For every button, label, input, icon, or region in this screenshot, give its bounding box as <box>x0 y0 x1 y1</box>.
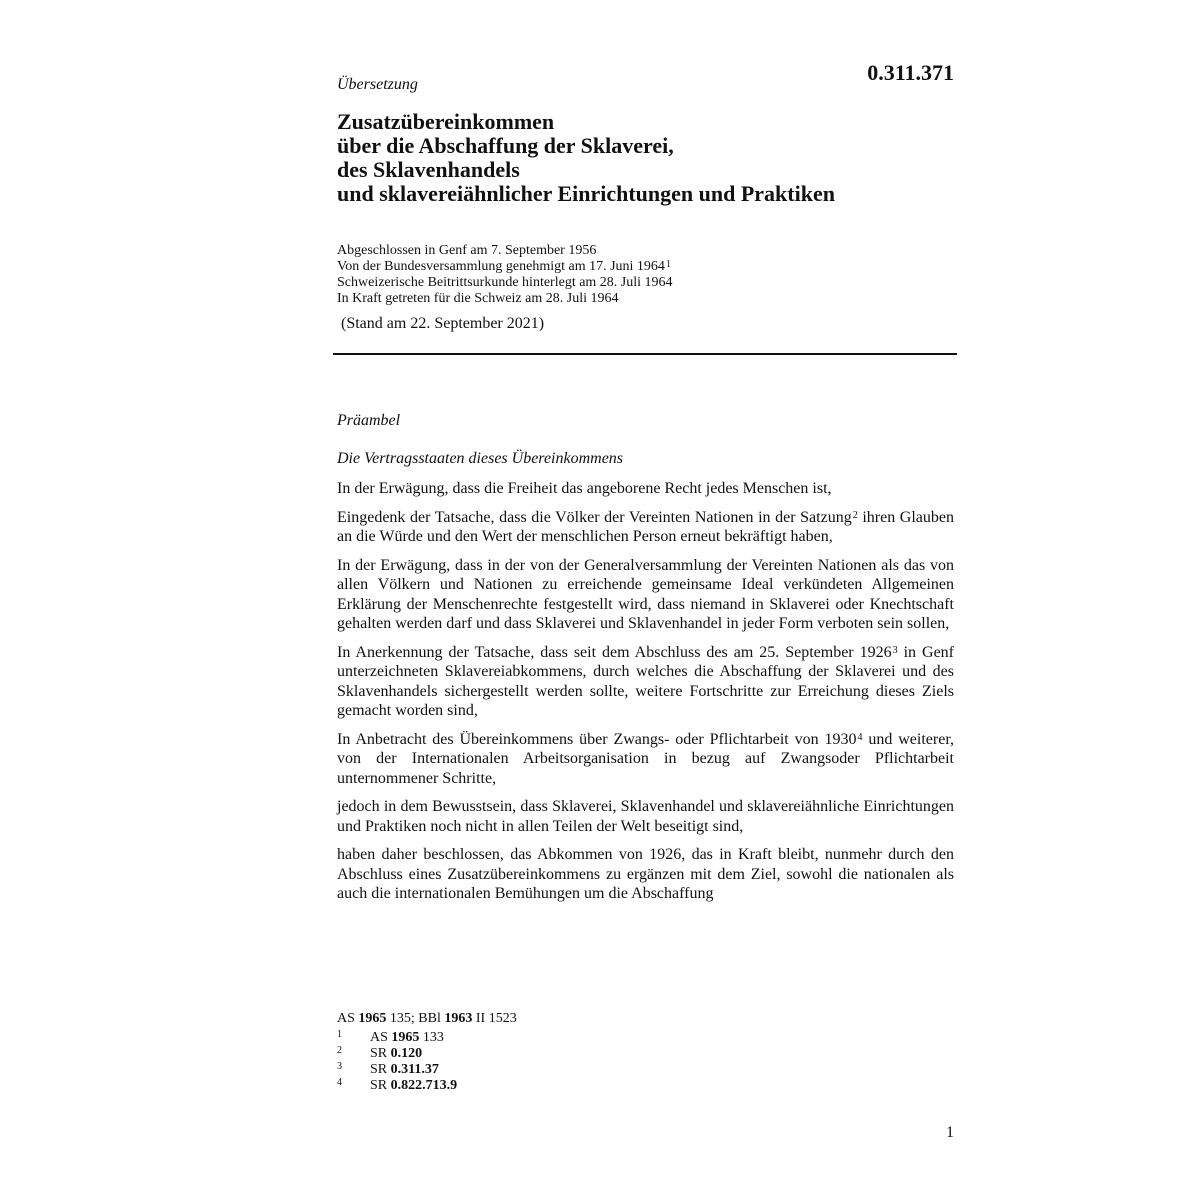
footnote-ref-4: 4 <box>857 731 863 743</box>
sr-number: 0.311.371 <box>867 60 954 85</box>
footnote-3 <box>337 1062 517 1078</box>
source-as-year: 1965 <box>358 1011 387 1026</box>
source-as-page: 135; BBl <box>386 1011 445 1026</box>
title-line-1: Zusatzübereinkommen <box>337 109 555 134</box>
translation-label: Übersetzung <box>337 76 418 93</box>
preamble-body <box>337 479 954 913</box>
preamble-paragraph-6: jedoch in dem Bewusstsein, dass Sklaverei, Sklavenhandel und sklavereiähnliche Einrichtungen und Praktiken noch nicht in allen Teilen der Welt beseitigt sind, <box>337 798 954 835</box>
preamble-paragraph-5-a: In Anbetracht des Übereinkommens über Zwangs- oder Pflichtarbeit von 1930 <box>337 730 857 748</box>
footnote-text <box>370 1030 444 1046</box>
preamble-paragraph-2-b: ihren Glauben an die Würde und den Wert der menschlichen Person erneut bekräftigt haben, <box>337 508 955 545</box>
footnote-text <box>370 1078 457 1094</box>
preamble-paragraph-2 <box>337 508 954 547</box>
footnote-prefix: SR <box>370 1062 391 1077</box>
preamble-paragraph-4-b: in Genf unterzeichneten Sklavereiabkommens, durch welches die Abschaffung der Sklaverei und des Sklavenhandels sichergestellt werden sollte, weitere Fortschritte zur Erreichung dieses Ziels gemacht worden sind, <box>337 643 955 719</box>
footnote-ref-3: 3 <box>892 644 898 656</box>
footnote-bold: 0.311.37 <box>390 1062 439 1077</box>
approved-text: Von der Bundesversammlung genehmigt am 17. Juni 1964 <box>337 259 665 274</box>
footnote-prefix: AS <box>370 1030 392 1045</box>
preamble-paragraph-5 <box>337 730 954 789</box>
footnote-text <box>370 1046 422 1062</box>
footnote-ref-2: 2 <box>852 509 858 521</box>
document-title <box>337 110 957 206</box>
header-divider <box>333 353 957 355</box>
title-line-2: über die Abschaffung der Sklaverei, <box>337 133 674 158</box>
preamble-paragraph-2-a: Eingedenk der Tatsache, dass die Völker der Vereinten Nationen in der Satzung <box>337 508 852 526</box>
in-force-line: In Kraft getreten für die Schweiz am 28. Juli 1964 <box>337 291 619 306</box>
title-line-4: und sklavereiähnlicher Einrichtungen und Praktiken <box>337 181 835 206</box>
contracting-parties-line: Die Vertragsstaaten dieses Übereinkommens <box>337 450 624 467</box>
footnote-bold: 0.822.713.9 <box>390 1078 458 1093</box>
approved-line <box>337 259 673 275</box>
footnote-prefix: SR <box>370 1078 391 1093</box>
page-number: 1 <box>946 1124 954 1141</box>
treaty-metadata <box>337 243 673 307</box>
source-bbl-ref: II 1523 <box>472 1011 517 1026</box>
deposited-line: Schweizerische Beitrittsurkunde hinterlegt am 28. Juli 1964 <box>337 275 673 290</box>
preamble-paragraph-4-a: In Anerkennung der Tatsache, dass seit dem Abschluss des am 25. September 1926 <box>337 643 892 661</box>
footnote-number: 4 <box>337 1077 342 1088</box>
source-bbl-year: 1963 <box>444 1011 473 1026</box>
source-citation <box>337 1011 517 1027</box>
footnote-2 <box>337 1046 517 1062</box>
preamble-paragraph-4 <box>337 643 954 721</box>
footnote-ref-1: 1 <box>665 259 671 270</box>
concluded-line: Abgeschlossen in Genf am 7. September 1956 <box>337 243 597 258</box>
footnote-number: 1 <box>337 1029 342 1040</box>
footnote-bold: 1965 <box>391 1030 420 1045</box>
preamble-paragraph-5-b: und weiterer, von der Internationalen Arbeitsorganisation in bezug auf Zwangsoder Pflichtarbeit unternommener Schritte, <box>337 730 955 787</box>
source-as-prefix: AS <box>337 1011 359 1026</box>
preamble-paragraph-1: In der Erwägung, dass die Freiheit das angeborene Recht jedes Menschen ist, <box>337 480 832 497</box>
footnote-number: 2 <box>337 1045 342 1056</box>
preamble-paragraph-7: haben daher beschlossen, das Abkommen von 1926, das in Kraft bleibt, nunmehr durch den Abschluss eines Zusatzübereinkommens zu ergänzen mit dem Ziel, sowohl die nationalen als auch die internationalen Bemühungen um die Abschaffung <box>337 846 954 902</box>
footnote-text <box>370 1062 439 1078</box>
preamble-heading: Präambel <box>337 412 401 429</box>
footnotes <box>337 1011 517 1094</box>
footnote-4 <box>337 1078 517 1094</box>
footnote-1 <box>337 1030 517 1046</box>
footnote-prefix: SR <box>370 1046 391 1061</box>
footnote-suffix: 133 <box>419 1030 444 1045</box>
preamble-paragraph-3: In der Erwägung, dass in der von der Generalversammlung der Vereinten Nationen als das von allen Völkern und Nationen zu erreichende gemeinsame Ideal verkündeten Allgemeinen Erklärung der Menschenrechte festgestellt wird, dass niemand in Sklaverei oder Knechtschaft gehalten werden darf und dass Sklaverei und Sklavenhandel in jeder Form verboten sein sollen, <box>337 556 954 632</box>
title-line-3: des Sklavenhandels <box>337 157 520 182</box>
status-line: (Stand am 22. September 2021) <box>341 315 545 332</box>
footnote-bold: 0.120 <box>390 1046 423 1061</box>
footnote-number: 3 <box>337 1061 342 1072</box>
